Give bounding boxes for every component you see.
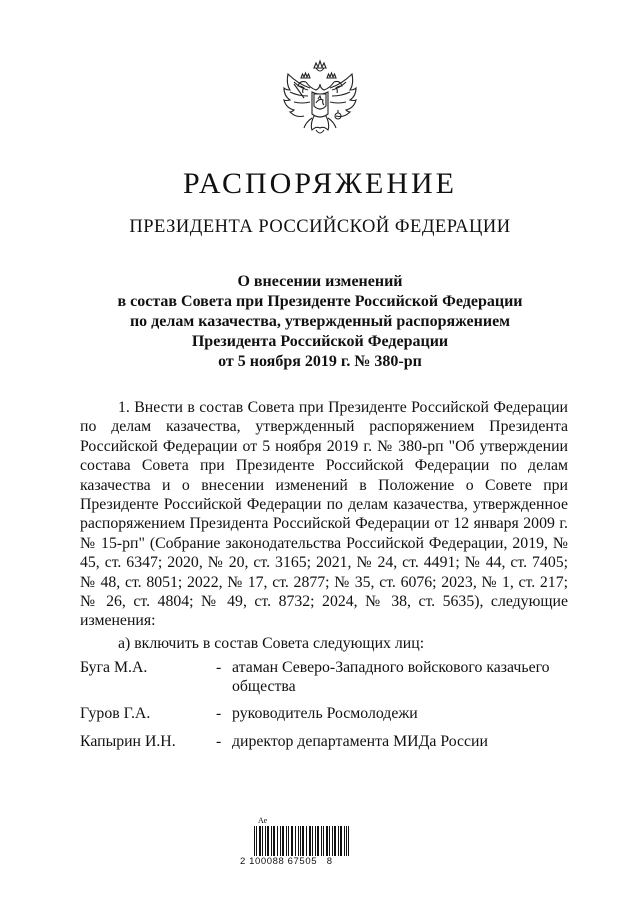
barcode-bars-icon [254,826,350,856]
person-role: атаман Северо-Западного войскового казачьего общества [232,659,550,696]
person-dash: - [216,733,222,750]
person-role: директор департамента МИДа России [232,733,488,750]
person-name: Капырин И.Н. [80,733,176,750]
title-line: по делам казачества, утвержденный распоряжением [129,313,511,330]
document-title [0,272,640,372]
barcode-mark: Ае [258,816,268,825]
subitem-a: а) включить в состав Совета следующих лиц: [118,635,425,652]
paragraph-1: 1. Внести в состав Совета при Президенте Российской Федерации по делам казачества, утвержденный распоряжением Президента Российской Федерации от 5 ноября 2019 г. № 380-рп "Об утверждении состава Совета при Президенте Российской Федерации по делам казачества и о внесении изменений в Положение о Совете при Президенте Российской Федерации по делам казачества, утвержденное распоряжением Президента Российской Федерации от 12 января 2009 г. № 15-рп" (Собрание законодательства Российской Федерации, 2019, № 45, ст. 6347; 2020, № 20, ст. 3165; 2021, № 24, ст. 4491; № 44, ст. 7405; № 48, ст. 8051; 2022, № 17, ст. 2877; № 35, ст. 6076; 2023, № 1, ст. 217; № 26, ст. 4804; № 49, ст. 8732; 2024, № 38, ст. 5635), следующие изменения: [80,399,568,630]
title-line: в состав Совета при Президенте Российской Федерации [117,293,523,310]
title-line: Президента Российской Федерации [191,333,449,350]
person-name: Буга М.А. [80,659,148,676]
person-name: Гуров Г.А. [80,705,151,722]
document-subheading: ПРЕЗИДЕНТА РОССИЙСКОЙ ФЕДЕРАЦИИ [129,217,511,237]
barcode [240,816,360,870]
person-dash: - [216,659,222,676]
coat-of-arms-emblem-icon [274,58,366,150]
document-heading: РАСПОРЯЖЕНИЕ [182,167,458,200]
document-body [80,398,568,631]
title-line: О внесении изменений [237,273,403,290]
title-line: от 5 ноября 2019 г. № 380-рп [218,353,422,370]
person-dash: - [216,705,222,722]
barcode-number: 2 100088 67505 8 [240,856,333,867]
person-role: руководитель Росмолодежи [232,705,418,722]
